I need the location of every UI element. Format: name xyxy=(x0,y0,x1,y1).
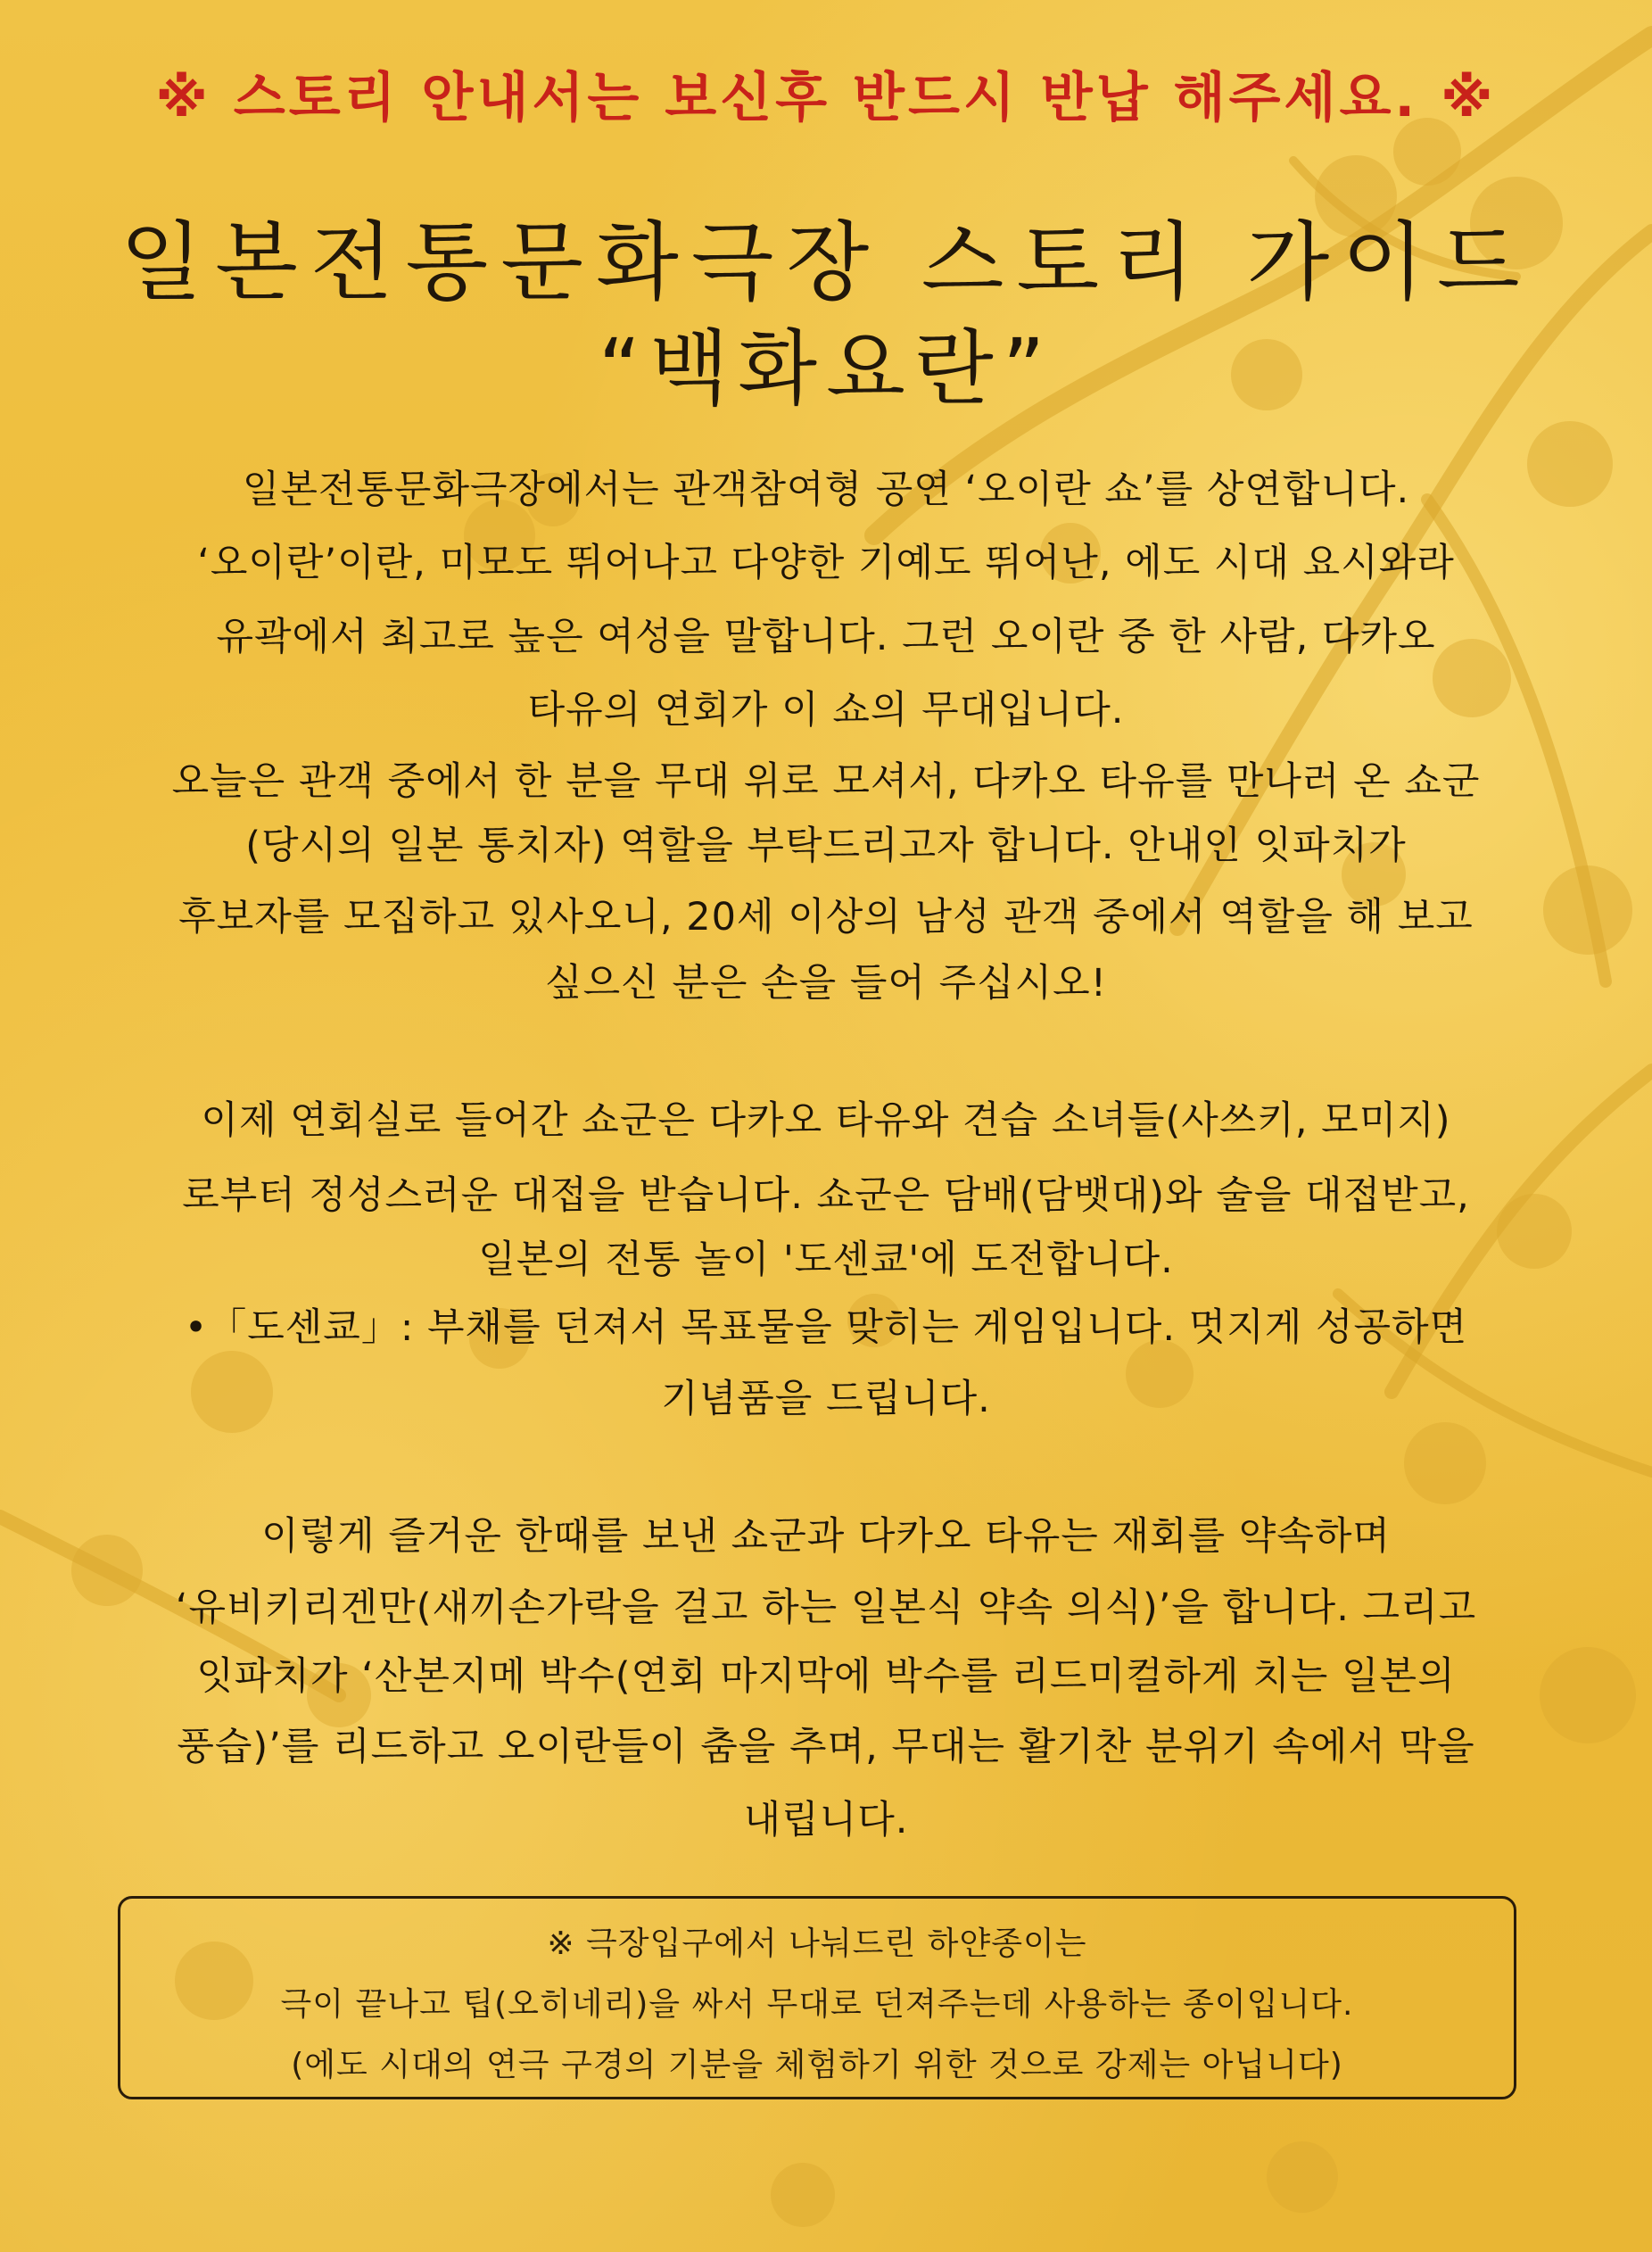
text-line: ‘유비키리겐만(새끼손가락을 걸고 하는 일본식 약속 의식)’을 합니다. 그리고 xyxy=(175,1586,1477,1630)
text-line: 이렇게 즐거운 한때를 보낸 쇼군과 다카오 타유는 재회를 약속하며 xyxy=(261,1514,1391,1559)
text-line: 오늘은 관객 중에서 한 분을 무대 위로 모셔서, 다카오 타유를 만나러 온 쇼군 xyxy=(171,759,1481,804)
page-title: 일본전통문화극장 스토리 가이드 xyxy=(120,212,1532,312)
text-line: 기념품을 드립니다. xyxy=(661,1377,991,1421)
text-line: (당시의 일본 통치자) 역할을 부탁드리고자 합니다. 안내인 잇파치가 xyxy=(245,824,1407,868)
note-line: ※ 극장입구에서 나눠드린 하얀종이는 xyxy=(547,1925,1087,1962)
text-line: 이제 연회실로 들어간 쇼군은 다카오 타유와 견습 소녀들(사쓰키, 모미지) xyxy=(201,1098,1451,1143)
text-line: 일본전통문화극장에서는 관객참여형 공연 ‘오이란 쇼’를 상연합니다. xyxy=(242,468,1410,512)
note-line: 극이 끝나고 팁(오히네리)을 싸서 무대로 던져주는데 사용하는 종이입니다. xyxy=(280,1986,1354,2023)
note-line: (에도 시대의 연극 구경의 기분을 체험하기 위한 것으로 강제는 아닙니다) xyxy=(291,2047,1343,2083)
text-line: ‘오이란’이란, 미모도 뛰어나고 다양한 기예도 뛰어난, 에도 시대 요시와라 xyxy=(197,541,1455,585)
return-notice: ※ 스토리 안내서는 보신후 반드시 반납 해주세요. ※ xyxy=(155,67,1497,129)
page-subtitle: “백화요란” xyxy=(598,321,1054,417)
text-line: 로부터 정성스러운 대접을 받습니다. 쇼군은 담배(담뱃대)와 술을 대접받고, xyxy=(182,1173,1470,1218)
text-line: •「도센쿄」: 부채를 던져서 목표물을 맞히는 게임입니다. 멋지게 성공하면 xyxy=(184,1305,1468,1350)
text-line: 잇파치가 ‘산본지메 박수(연회 마지막에 박수를 리드미컬하게 치는 일본의 xyxy=(196,1654,1456,1699)
text-line: 타유의 연회가 이 쇼의 무대입니다. xyxy=(527,688,1125,733)
text-line: 유곽에서 최고로 높은 여성을 말합니다. 그런 오이란 중 한 사람, 다카오 xyxy=(216,615,1436,659)
text-line: 후보자를 모집하고 있사오니, 20세 이상의 남성 관객 중에서 역할을 해 보고 xyxy=(178,895,1474,940)
text-line: 싶으신 분은 손을 들어 주십시오! xyxy=(545,961,1107,1006)
text-line: 내립니다. xyxy=(743,1798,909,1842)
paper-usage-note xyxy=(118,1896,1516,2099)
text-line: 풍습)’를 리드하고 오이란들이 춤을 추며, 무대는 활기찬 분위기 속에서 막을 xyxy=(177,1725,1475,1769)
text-line: 일본의 전통 놀이 '도센쿄'에 도전합니다. xyxy=(478,1238,1174,1282)
